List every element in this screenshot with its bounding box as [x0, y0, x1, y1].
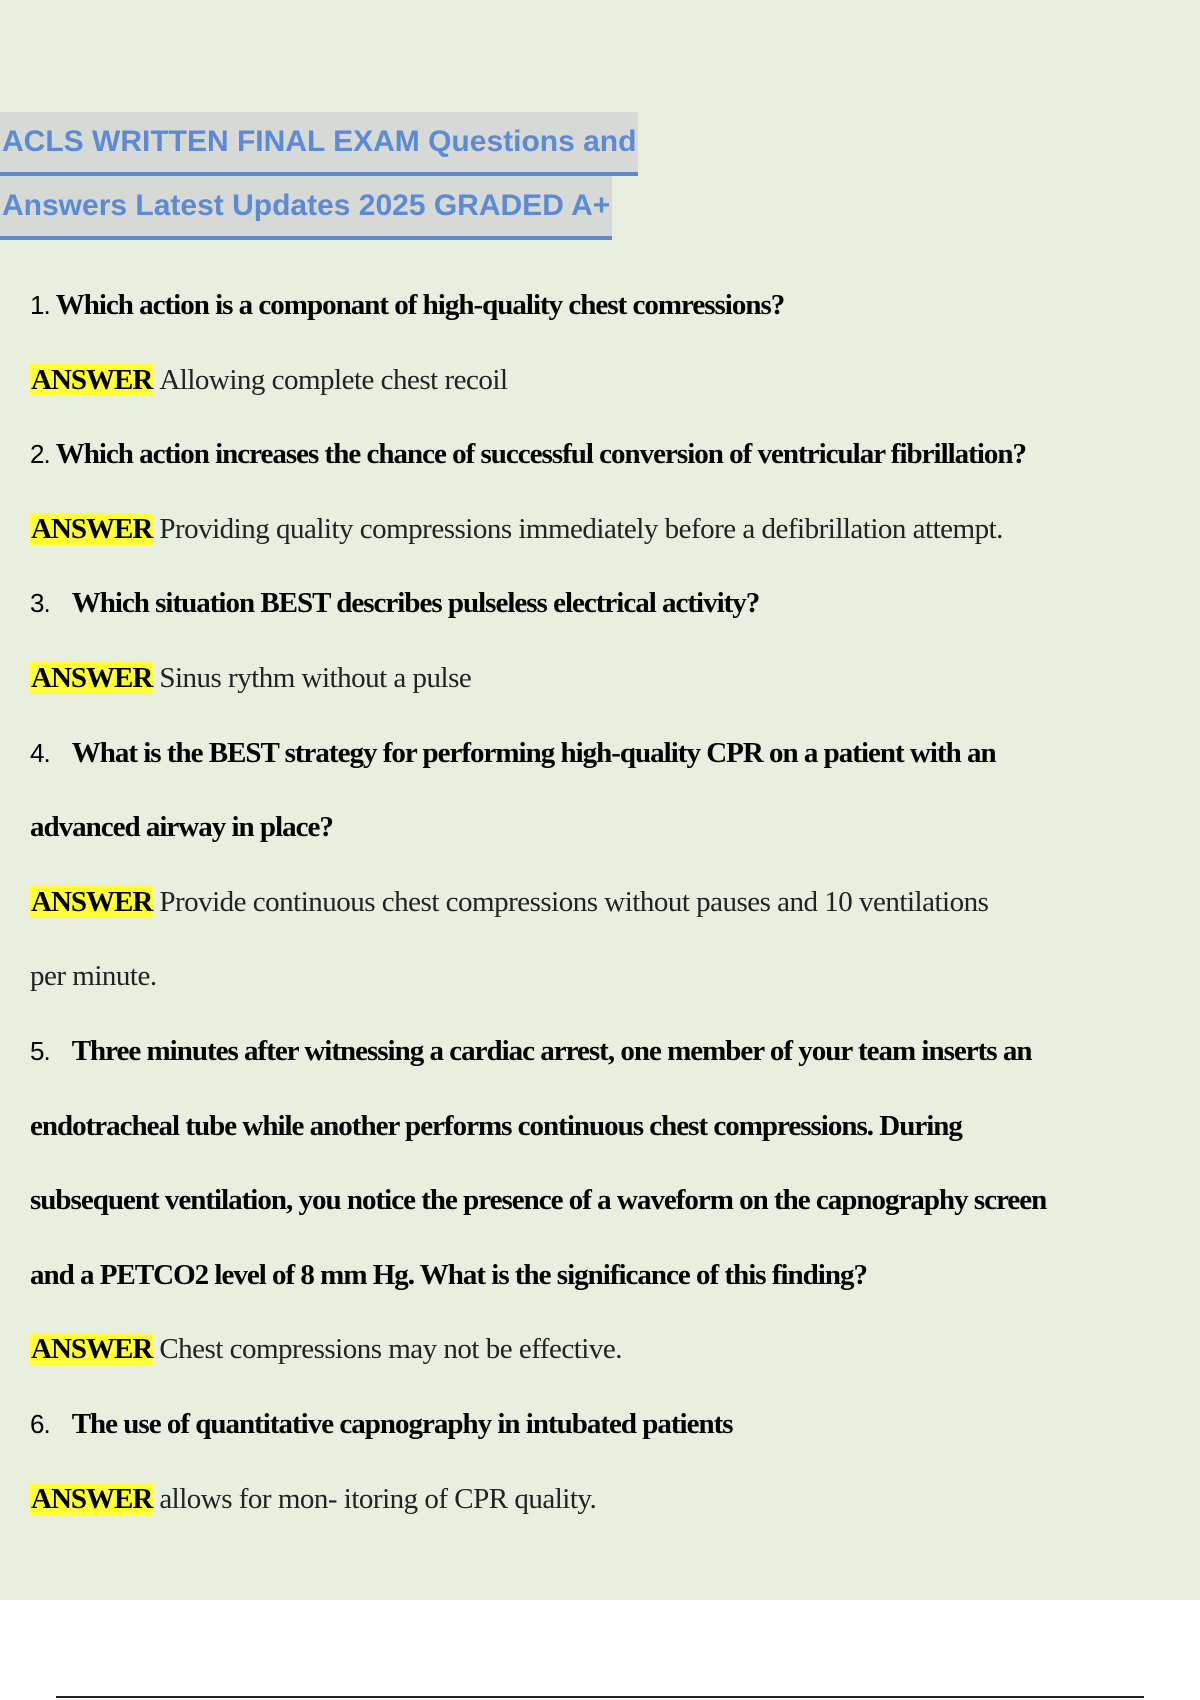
question-text: Three minutes after witnessing a cardiac arrest, one member of your team inserts an — [71, 1034, 1032, 1067]
question-2 — [30, 417, 1180, 492]
question-number: 3. — [30, 588, 50, 619]
question-5-continued-1 — [30, 1089, 1180, 1164]
question-text: subsequent ventilation, you notice the presence of a waveform on the capnography screen — [30, 1184, 1047, 1217]
question-5 — [30, 1014, 1180, 1089]
answer-text: per minute. — [30, 960, 157, 993]
answer-text: allows for mon- itoring of CPR quality. — [159, 1482, 597, 1515]
answer-label: ANSWER — [31, 363, 153, 396]
question-number: 2. — [30, 439, 50, 470]
question-text: Which action increases the chance of successful conversion of ventricular fibrillation? — [55, 438, 1027, 471]
question-number: 5. — [30, 1035, 50, 1066]
title-line-2-text: Answers Latest Updates 2025 GRADED A+ — [0, 176, 612, 240]
question-text: The use of quantitative capnography in intubated patients — [71, 1407, 733, 1440]
footer-divider — [56, 1696, 1144, 1698]
answer-text: Providing quality compressions immediately before a defibrillation attempt. — [159, 512, 1003, 545]
question-text: What is the BEST strategy for performing high-quality CPR on a patient with an — [71, 736, 996, 769]
answer-text: Sinus rythm without a pulse — [159, 661, 472, 694]
answer-4-continued — [30, 939, 1180, 1014]
question-text: Which situation BEST describes pulseless electrical activity? — [71, 587, 760, 620]
answer-label: ANSWER — [31, 1482, 153, 1515]
answer-2 — [30, 492, 1180, 567]
answer-5 — [30, 1312, 1180, 1387]
answer-4 — [30, 865, 1180, 940]
question-4 — [30, 716, 1180, 791]
question-5-continued-3 — [30, 1238, 1180, 1313]
answer-6 — [30, 1462, 1180, 1537]
question-4-continued — [30, 790, 1180, 865]
answer-label: ANSWER — [31, 661, 153, 694]
question-1 — [30, 268, 1180, 343]
question-5-continued-2 — [30, 1163, 1180, 1238]
answer-3 — [30, 641, 1180, 716]
question-text: and a PETCO2 level of 8 mm Hg. What is the significance of this finding? — [30, 1258, 867, 1291]
question-6 — [30, 1387, 1180, 1462]
answer-text: Chest compressions may not be effective. — [159, 1333, 622, 1366]
answer-label: ANSWER — [31, 1333, 153, 1366]
title-line-1-text: ACLS WRITTEN FINAL EXAM Questions and — [0, 112, 638, 176]
title-line-2 — [0, 174, 1200, 238]
question-number: 1. — [30, 290, 50, 320]
answer-text: Provide continuous chest compressions without pauses and 10 ventilations — [159, 885, 989, 918]
qa-list — [30, 268, 1180, 1536]
answer-label: ANSWER — [31, 885, 153, 918]
question-text: advanced airway in place? — [30, 811, 333, 844]
answer-text: Allowing complete chest recoil — [159, 363, 508, 396]
answer-label: ANSWER — [31, 512, 153, 545]
question-text: Which action is a componant of high-quality chest comressions? — [55, 289, 785, 321]
question-number: 6. — [30, 1408, 50, 1439]
question-text: endotracheal tube while another performs continuous chest compressions. During — [30, 1109, 962, 1142]
question-number: 4. — [30, 737, 50, 768]
document-title — [0, 110, 1200, 238]
title-line-1 — [0, 110, 1200, 174]
question-3 — [30, 566, 1180, 641]
answer-1 — [30, 343, 1180, 418]
